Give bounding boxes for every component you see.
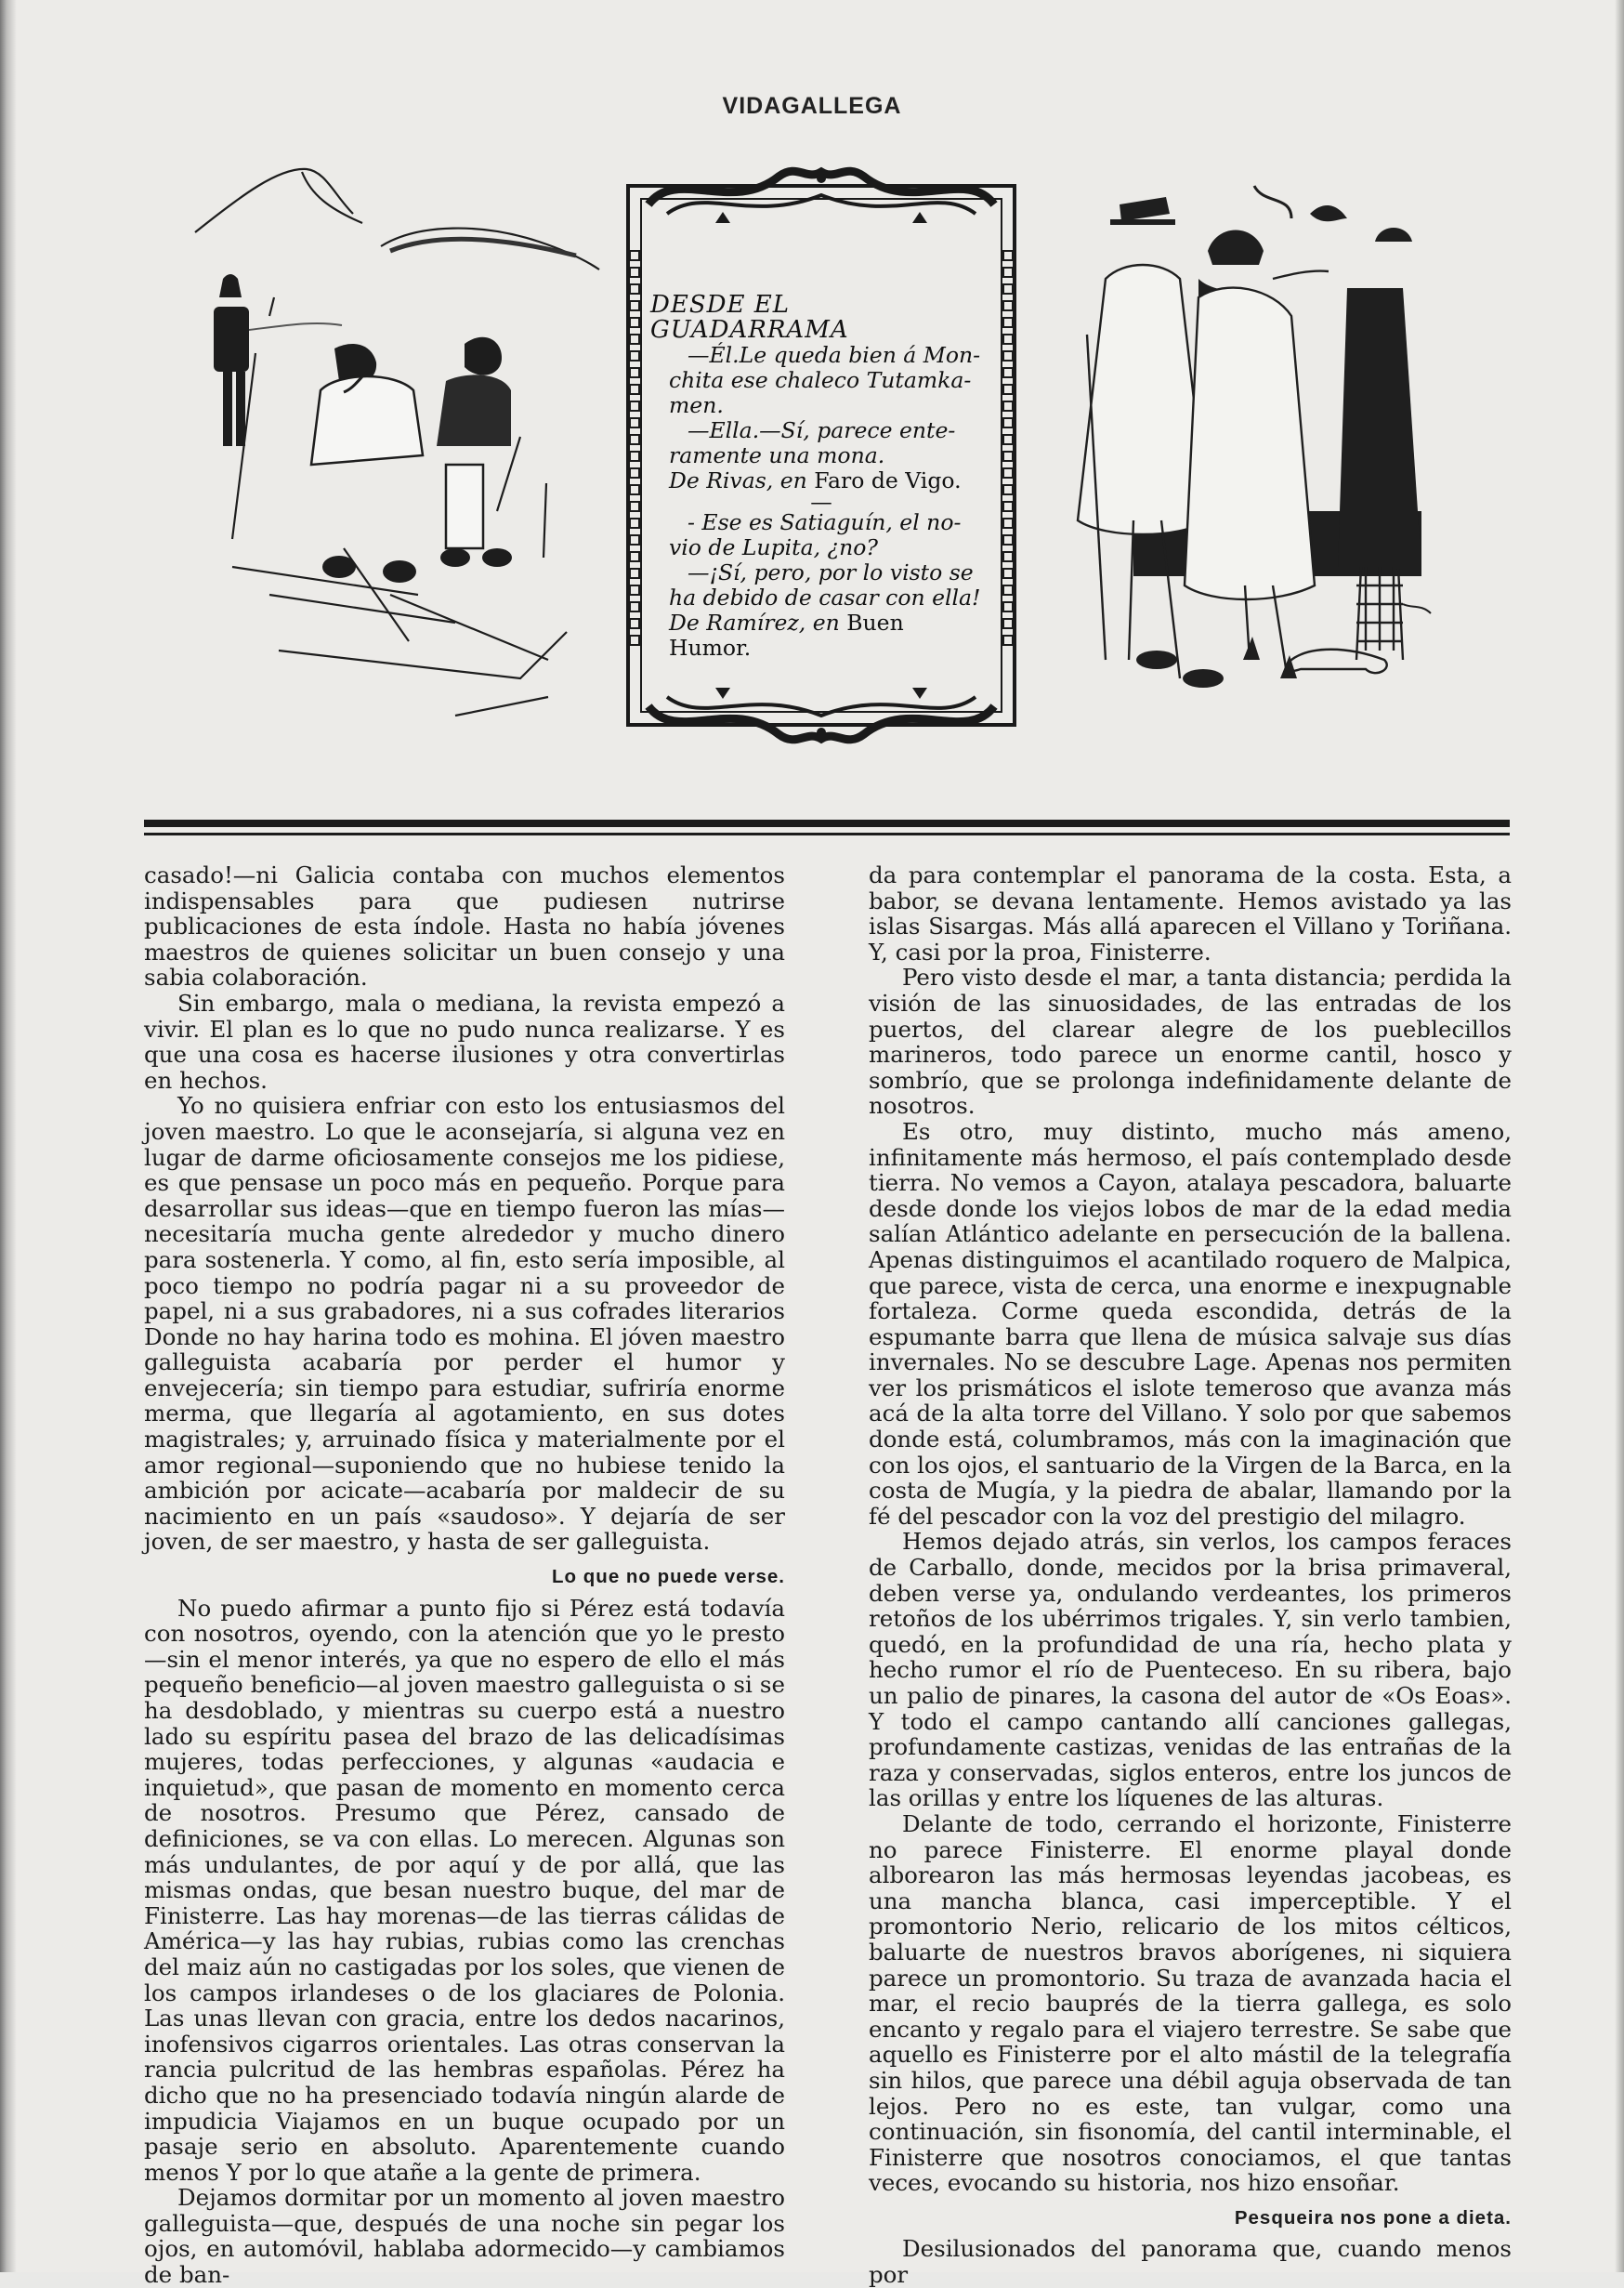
credit1-prefix: De Rivas, en — [669, 467, 807, 493]
frame-jokes — [650, 293, 992, 661]
running-title: VIDAGALLEGA — [722, 93, 902, 119]
section-subheading: Pesqueira nos pone a dieta. — [1234, 2206, 1512, 2229]
section-subheading: Lo que no puede verse. — [552, 1566, 785, 1588]
article-left-column — [144, 862, 785, 2288]
joke1-line: chita ese chaleco Tutamka- — [669, 367, 972, 393]
joke2-line: ha debido de casar con ella! — [669, 585, 981, 611]
joke1-line: —Ella.—Sí, parece ente- — [688, 417, 956, 443]
paragraph: Dejamos dormitar por un momento al joven maestro galleguista—que, después de una noche sin pegar los ojos, en automóvil, hablaba adormecido—y cambiamos de ban- — [144, 2184, 785, 2288]
paragraph: Desilusionados del panorama que, cuando menos por — [869, 2235, 1512, 2288]
joke2-line: - Ese es Satiaguín, el no- — [688, 509, 962, 535]
double-rule-thick — [144, 820, 1510, 827]
illustration-couple — [1031, 177, 1477, 734]
skiers-drawing — [177, 158, 613, 734]
paragraph: Es otro, muy distinto, mucho más ameno, infinitamente más hermoso, el país contemplado desde tierra. No vemos a Cayon, atalaya pescadora, baluarte desde donde los viejos lobos de mar de la edad media salían Atlántico adelante en persecución de la ballena. Apenas distinguimos el acantilado roquero de Malpica, que parece, vista de cerca, una enorme e inexpugnable fortaleza. Corme queda escondida, detrás de la espumante barra que llena de música salvaje sus días invernales. No se descubre Lage. Apenas nos permiten ver los prismáticos el islote temeroso que avanza más acá de la alta torre del Villano. Y solo por que sabemos donde está, columbramos, más con la imaginación que con los ojos, el santuario de la Virgen de la Barca, en la costa de Mugía, y la piedra de abalar, llamando por la fé del pescador con la voz del prestigio del milagro. — [869, 1117, 1512, 1530]
joke-separator: — — [810, 489, 832, 515]
paragraph: casado!—ni Galicia contaba con muchos elementos indispensables para que pudiesen nutrirse publicaciones de esta índole. Hasta no había jóvenes maestros de quienes solicitar un buen consejo y una sabia colaboración. — [144, 861, 785, 992]
left-page-shadow — [0, 0, 17, 2272]
right-page-edge — [1615, 0, 1624, 2272]
credit2 — [650, 611, 992, 661]
paragraph: da para contemplar el panorama de la costa. Esta, a babor, se devana lentamente. Hemos avistado ya las islas Sisargas. Más allá aparecen el Villano y Toriñana. Y, casi por la proa, Finisterre. — [869, 861, 1512, 966]
joke1-line: ramente una mona. — [669, 442, 885, 468]
paragraph: No puedo afirmar a punto fijo si Pérez está todavía con nosotros, oyendo, con la atención que yo le presto—sin el menor interés, ya que no espero de ello el más pequeño beneficio—al joven maestro galleguista o si se ha desdoblado, y mientras su cuerpo está a nuestro lado su espíritu pasea del brazo de las delicadísimas mujeres, todas perfecciones, y algunas «audacia e inquietud», que pasan de momento en momento cerca de nosotros. Presumo que Pérez, cansado de definiciones, se va con ellas. Lo merecen. Algunas son más undulantes, de por aquí y de por allá, que las mismas ondas, que besan nuestro buque, del mar de Finisterre. Las hay morenas—de las tierras cálidas de América—y las hay rubias, rubias como las crenchas del maiz aún no castigadas por los soles, que vienen de los campos irlandeses o de los glaciares de Polonia. Las unas llevan con gracia, entre los dedos nacarinos, inofensivos cigarros orientales. Las otras conservan la rancia pulcritud de las hembras españolas. Pérez ha dicho que no ha presenciado todavía ningún alarde de impudicia Viajamos en un buque ocupado por un pasaje serio en absoluto. Aparentemente cuando menos Y por lo que atañe a la gente de primera. — [144, 1594, 785, 2186]
illustration-skiers — [177, 158, 613, 734]
credit2-prefix: De Ramírez, en — [669, 610, 840, 636]
joke2-line: vio de Lupita, ¿no? — [669, 534, 879, 560]
frame-title: DESDE EL GUADARRAMA — [650, 291, 849, 344]
joke1-line: —Él.Le queda bien á Mon- — [688, 342, 981, 368]
paragraph: Sin embargo, mala o mediana, la revista empezó a vivir. El plan es lo que no pudo nunca realizarse. Y es que una cosa es hacerse ilusiones y otra convertirlas en hechos. — [144, 989, 785, 1094]
paragraph: Yo no quisiera enfriar con esto los entusiasmos del joven maestro. Lo que le aconsejaría, si alguna vez en lugar de darme oficiosamente consejos me los pidiese, es que pensase un poco más en pequeño. Porque para desarrollar sus ideas—que en tiempo fueron las mías—necesitaría mucha gente alrededor y mucho dinero para sostenerla. Y como, al fin, esto sería imposible, al poco tiempo no podría pagar ni a su proveedor de papel, ni a sus grabadores, ni a sus cofrades literarios Donde no hay harina todo es mohina. El jóven maestro galleguista acabaría por perder el humor y envejecería; sin tiempo para estudiar, sufriría enorme merma, que llegaría al agotamiento, en sus dotes magistrales; y, arruinado física y materialmente por el amor regional—suponiendo que no hubiese tenido la ambición por acicate—acabaría por maldecir de su nacimiento en un país «saudoso». Y dejaría de ser joven, de ser maestro, y hasta de ser galleguista. — [144, 1092, 785, 1556]
joke2-line: —¡Sí, pero, por lo visto se — [688, 559, 974, 585]
paragraph: Pero visto desde el mar, a tanta distancia; perdida la visión de las sinuosidades, de las entradas de los puertos, del clarear alegre de los pueblecillos marineros, todo parece un enorme cantil, hosco y sombrío, que se prolonga indefinidamente delante de nosotros. — [869, 964, 1512, 1120]
paragraph: Delante de todo, cerrando el horizonte, Finisterre no parece Finisterre. El enorme playal donde alborearon las más hermosas leyendas jacobeas, es una mancha blanca, casi imperceptible. Y el promontorio Nerio, relicario de los mitos célticos, baluarte de nuestros bravos aborígenes, ni siquiera parece un promontorio. Su traza de avanzada hacia el mar, el recio bauprés de la tierra gallega, es solo encanto y regalo para el viajero terrestre. Se sabe que aquello es Finisterre por el alto mástil de la telegrafía sin hilos, que parece una débil aguja observada de tan lejos. Pero no es este, tan vulgar, como una continuación, sin fisonomía, del cantil interminable, el Finisterre que nosotros conociamos, el que tantas veces, evocando su historia, nos hizo ensoñar. — [869, 1809, 1512, 2197]
couple-drawing — [1031, 177, 1477, 734]
paragraph: Hemos dejado atrás, sin verlos, los campos feraces de Carballo, donde, mecidos por la brisa primaveral, deben verse ya, ondulando verdeantes, los primeros retoños de los ubérrimos trigales. Y, sin verlo tambien, quedó, en la profundidad de una ría, hecho plata y hecho rumor el río de Puenteceso. En su ribera, bajo un palio de pinares, la casona del autor de «Os Eoas». Y todo el campo cantando allí canciones gallegas, profundamente castizas, venidas de las entrañas de la raza y conservadas, siglos enteros, entre los juncos de las orillas y entre los líquenes de las alturas. — [869, 1528, 1512, 1812]
credit1-source: Faro de Vigo. — [814, 467, 962, 493]
credit2-source: Buen Humor. — [669, 610, 904, 661]
article-right-column — [869, 862, 1512, 2288]
double-rule-thin — [144, 833, 1510, 835]
joke1-line: men. — [669, 392, 724, 418]
